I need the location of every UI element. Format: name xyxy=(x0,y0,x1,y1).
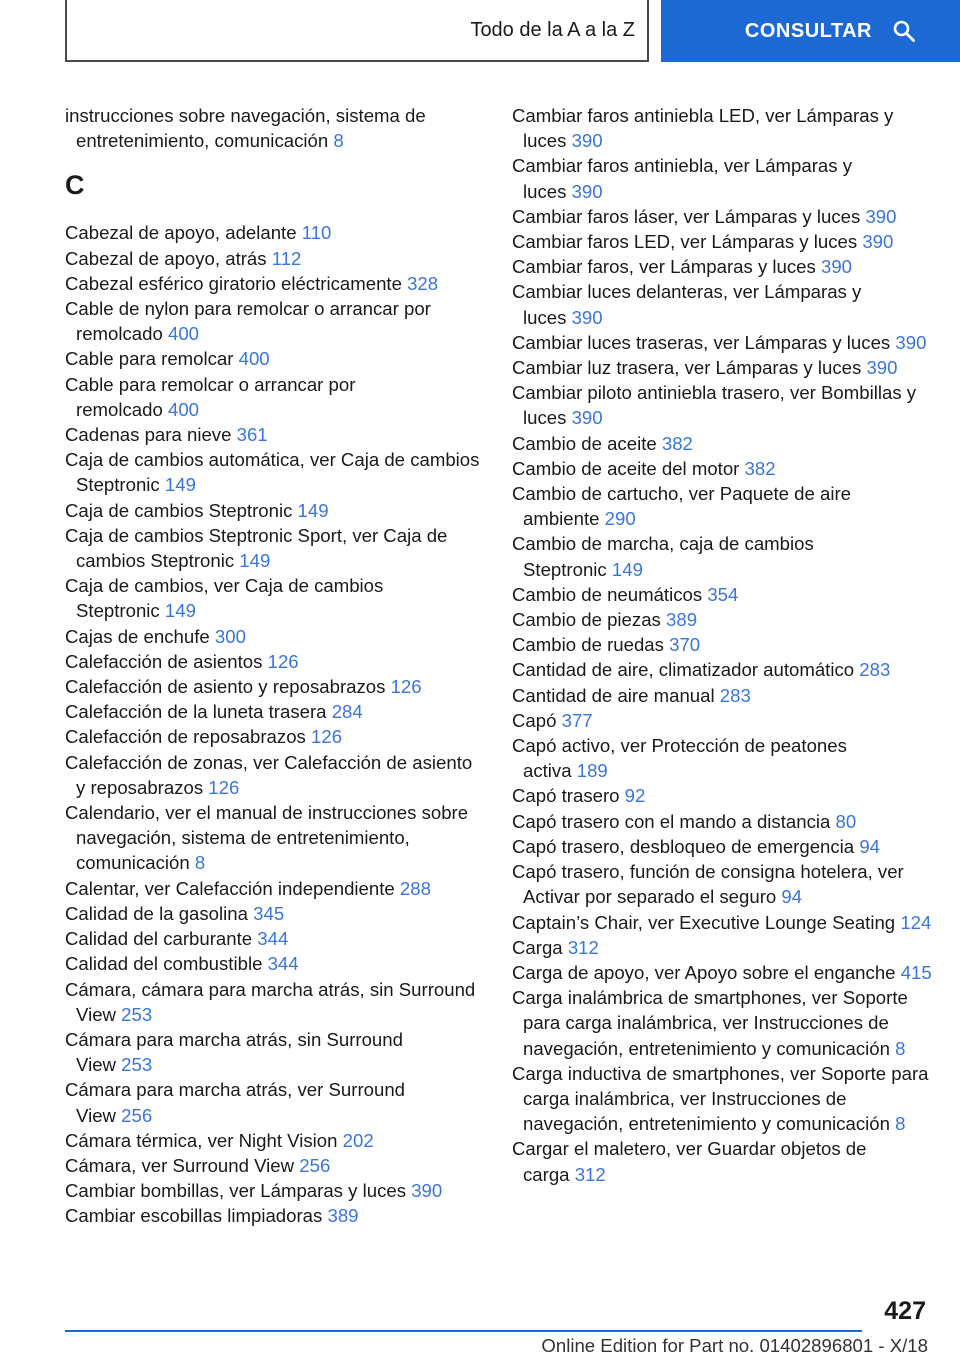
entry-text: Caja de cambios Steptronic xyxy=(65,499,293,521)
index-entry xyxy=(512,834,932,859)
page-link[interactable]: 253 xyxy=(121,1003,153,1025)
page-link[interactable]: 149 xyxy=(164,474,196,496)
page-link[interactable]: 345 xyxy=(253,902,285,924)
page-link[interactable]: 290 xyxy=(604,508,636,530)
index-entry xyxy=(65,1178,480,1203)
entry-text: Captain’s Chair, ver Executive Lounge Seating xyxy=(512,911,896,933)
index-entry xyxy=(512,859,932,909)
index-entry xyxy=(512,330,932,355)
entry-text: Capó activo, ver Protección de peatones activa xyxy=(512,735,847,782)
page-link[interactable]: 354 xyxy=(707,583,739,605)
page-link[interactable]: 149 xyxy=(164,600,196,622)
page-link[interactable]: 344 xyxy=(257,928,289,950)
page-link[interactable]: 390 xyxy=(866,357,898,379)
page-link[interactable]: 110 xyxy=(301,222,332,244)
entry-text: Calentar, ver Calefacción independiente xyxy=(65,877,395,899)
entry-text: Cambiar bombillas, ver Lámparas y luces xyxy=(65,1180,407,1202)
index-entry xyxy=(65,951,480,976)
index-entry xyxy=(65,699,480,724)
entry-text: Cambiar escobillas limpiadoras xyxy=(65,1205,323,1227)
index-entry xyxy=(512,355,932,380)
entry-text: Capó trasero xyxy=(512,785,620,807)
index-entry xyxy=(65,1153,480,1178)
entry-text: Cambio de aceite del motor xyxy=(512,457,740,479)
page-link[interactable]: 382 xyxy=(744,457,776,479)
continued-entries xyxy=(65,103,480,153)
page-link[interactable]: 328 xyxy=(407,272,439,294)
index-entry xyxy=(65,523,480,573)
index-entry xyxy=(65,750,480,800)
index-entry xyxy=(65,372,480,422)
index-entry xyxy=(65,246,480,271)
index-entry xyxy=(512,910,932,935)
page-link[interactable]: 288 xyxy=(399,877,431,899)
index-entry xyxy=(65,1128,480,1153)
page-link[interactable]: 256 xyxy=(299,1154,331,1176)
index-entry xyxy=(512,582,932,607)
page-link[interactable]: 400 xyxy=(238,348,270,370)
page-link[interactable]: 390 xyxy=(571,306,603,328)
entry-text: Calidad del carburante xyxy=(65,928,253,950)
index-entry xyxy=(512,809,932,834)
entry-text: Cámara, ver Surround View xyxy=(65,1154,295,1176)
index-entry xyxy=(512,985,932,1061)
entry-text: Caja de cambios, ver Caja de cambios Steptronic xyxy=(65,575,384,622)
entry-text: Cámara para marcha atrás, ver Surround View xyxy=(65,1079,405,1126)
index-entry xyxy=(512,229,932,254)
entry-text: Calefacción de la luneta trasera xyxy=(65,701,327,723)
entry-text: Cable de nylon para remolcar o arrancar por remolcado xyxy=(65,298,431,345)
page-link[interactable]: 400 xyxy=(168,398,200,420)
page-link[interactable]: 415 xyxy=(900,961,932,983)
entry-text: Capó trasero, desbloqueo de emergencia xyxy=(512,835,855,857)
entry-text: Capó trasero, función de consigna hotelera, ver Activar por separado el seguro xyxy=(512,861,904,908)
entry-text: Cambiar faros láser, ver Lámparas y luces xyxy=(512,205,861,227)
page-link[interactable]: 92 xyxy=(624,785,646,807)
index-entry xyxy=(65,296,480,346)
page-link[interactable]: 390 xyxy=(820,256,853,278)
page-link[interactable]: 8 xyxy=(194,852,206,874)
edition-footer: Online Edition for Part no. 01402896801 - X/18 xyxy=(541,1335,928,1356)
entry-text: Carga inductiva de smartphones, ver Soporte para carga inalámbrica, ver Instrucciones de navegación, entretenimiento y comunicación xyxy=(512,1062,929,1135)
index-entry xyxy=(512,153,932,203)
page-link[interactable]: 312 xyxy=(567,936,599,958)
page-link[interactable]: 94 xyxy=(859,835,881,857)
index-entry xyxy=(65,220,480,245)
index-entry xyxy=(512,657,932,682)
page-link[interactable]: 389 xyxy=(666,609,698,631)
entry-text: Cambiar luces delanteras, ver Lámparas y luces xyxy=(512,281,862,328)
entry-text: Cantidad de aire manual xyxy=(512,684,715,706)
index-entry xyxy=(65,346,480,371)
page-link[interactable]: 390 xyxy=(571,180,603,202)
page-link[interactable]: 390 xyxy=(571,130,603,152)
index-entry xyxy=(512,481,932,531)
page-link[interactable]: 390 xyxy=(862,231,894,253)
page-link[interactable]: 126 xyxy=(208,776,240,798)
index-entry xyxy=(512,607,932,632)
page-link[interactable]: 126 xyxy=(390,676,422,698)
page-link[interactable]: 344 xyxy=(267,953,299,975)
consult-label: CONSULTAR xyxy=(744,19,872,42)
index-entry xyxy=(512,935,932,960)
index-entry xyxy=(65,800,480,876)
entry-text: Cambio de neumáticos xyxy=(512,583,703,605)
page-link[interactable]: 8 xyxy=(895,1037,906,1059)
entry-text: Cable para remolcar xyxy=(65,348,234,370)
entry-text: instrucciones sobre navegación, sistema de entretenimiento, comunicación xyxy=(65,105,426,152)
entry-text: Cambiar faros LED, ver Lámparas y luces xyxy=(512,231,858,253)
index-entry xyxy=(65,271,480,296)
entry-text: Cambiar faros antiniebla, ver Lámparas y luces xyxy=(512,155,853,202)
page-link[interactable]: 312 xyxy=(574,1163,606,1185)
page-link[interactable]: 382 xyxy=(661,432,693,454)
entry-text: Cadenas para nieve xyxy=(65,424,232,446)
entry-text: Cámara para marcha atrás, sin Surround View xyxy=(65,1028,403,1076)
index-entry xyxy=(65,649,480,674)
section-letter: C xyxy=(65,170,85,201)
index-entry xyxy=(512,1136,932,1186)
entry-text: Calidad del combustible xyxy=(65,953,263,975)
index-entry xyxy=(512,456,932,481)
entry-text: Cámara térmica, ver Night Vision xyxy=(65,1129,338,1151)
index-entry xyxy=(65,447,480,497)
page-link[interactable]: 370 xyxy=(669,634,701,656)
index-entry xyxy=(65,573,480,623)
entry-text: Cambio de ruedas xyxy=(512,634,664,656)
page-link[interactable]: 256 xyxy=(121,1104,153,1126)
consult-button[interactable] xyxy=(661,0,960,62)
entry-text: Cambiar faros, ver Lámparas y luces xyxy=(512,256,816,278)
index-entry xyxy=(65,422,480,447)
index-entry xyxy=(65,103,480,153)
entry-text: Cable para remolcar o arrancar por remolcado xyxy=(65,373,356,420)
entry-text: Cambio de marcha, caja de cambios Steptronic xyxy=(512,533,814,580)
entry-text: Calendario, ver el manual de instrucciones sobre navegación, sistema de entretenimiento, comunicación xyxy=(65,802,469,874)
index-entry xyxy=(65,1077,480,1127)
entry-text: Cambio de piezas xyxy=(512,609,661,631)
entry-list-left xyxy=(65,220,480,1228)
entry-text: Carga de apoyo, ver Apoyo sobre el enganche xyxy=(512,961,896,983)
tab-az-label: Todo de la A a la Z xyxy=(470,18,635,41)
entry-text: Carga xyxy=(512,936,563,958)
index-entry xyxy=(512,380,932,430)
page-link[interactable]: 112 xyxy=(271,247,302,269)
index-entry xyxy=(65,926,480,951)
entry-list-right xyxy=(512,103,932,1187)
page-link[interactable]: 300 xyxy=(214,625,246,647)
page-link[interactable]: 390 xyxy=(411,1180,443,1202)
index-entry xyxy=(65,498,480,523)
entry-text: Cambiar faros antiniebla LED, ver Lámparas y luces xyxy=(512,105,894,152)
page-link[interactable]: 389 xyxy=(327,1205,359,1227)
index-entry xyxy=(65,1203,480,1228)
entry-text: Cambiar piloto antiniebla trasero, ver Bombillas y luces xyxy=(512,382,917,429)
index-entry xyxy=(65,876,480,901)
entry-text: Cabezal esférico giratorio eléctricamente xyxy=(65,272,402,294)
page-link[interactable]: 390 xyxy=(895,331,927,353)
entry-text: Cantidad de aire, climatizador automático xyxy=(512,659,855,681)
index-entry xyxy=(65,901,480,926)
index-entry xyxy=(512,254,932,279)
entry-text: Cambiar luz trasera, ver Lámparas y luces xyxy=(512,357,862,379)
index-entry xyxy=(512,632,932,657)
entry-text: Caja de cambios Steptronic Sport, ver Caja de cambios Steptronic xyxy=(65,524,448,572)
entry-text: Cambio de cartucho, ver Paquete de aire ambiente xyxy=(512,483,852,530)
tab-az-index[interactable] xyxy=(65,0,649,62)
page-link[interactable]: 149 xyxy=(239,550,271,572)
page-link[interactable]: 202 xyxy=(342,1129,374,1151)
page-link[interactable]: 377 xyxy=(561,709,593,731)
page-link[interactable]: 283 xyxy=(859,659,891,681)
index-entry xyxy=(65,674,480,699)
entry-text: Cajas de enchufe xyxy=(65,625,210,647)
page-link[interactable]: 94 xyxy=(781,886,803,908)
index-entry xyxy=(512,683,932,708)
page-link[interactable]: 126 xyxy=(311,726,343,748)
index-entry xyxy=(512,960,932,985)
page-link[interactable]: 284 xyxy=(331,701,363,723)
entry-text: Calefacción de asiento y reposabrazos xyxy=(65,676,386,698)
entry-text: Cambio de aceite xyxy=(512,432,657,454)
entry-text: Calefacción de zonas, ver Calefacción de asiento y reposabrazos xyxy=(65,751,473,798)
page-link[interactable]: 149 xyxy=(297,499,329,521)
index-entry xyxy=(512,733,932,783)
index-column-left xyxy=(65,103,480,1229)
page-number: 427 xyxy=(884,1297,926,1325)
entry-text: Cabezal de apoyo, atrás xyxy=(65,247,267,269)
page-link[interactable]: 8 xyxy=(895,1113,906,1135)
page-link[interactable]: 361 xyxy=(236,424,268,446)
index-entry xyxy=(512,103,932,153)
entry-text: Capó trasero con el mando a distancia xyxy=(512,810,831,832)
index-entry xyxy=(65,977,480,1027)
page-link[interactable]: 80 xyxy=(835,810,857,832)
page-link[interactable]: 8 xyxy=(333,130,344,152)
search-icon xyxy=(892,19,916,43)
index-entry xyxy=(512,531,932,581)
index-entry xyxy=(65,624,480,649)
page-link[interactable]: 283 xyxy=(719,684,751,706)
page-link[interactable]: 189 xyxy=(576,760,608,782)
entry-text: Caja de cambios automática, ver Caja de cambios Steptronic xyxy=(65,449,480,496)
index-entry xyxy=(512,708,932,733)
page-link[interactable]: 149 xyxy=(611,558,643,580)
index-entry xyxy=(512,279,932,329)
index-entry xyxy=(512,1061,932,1137)
page-link[interactable]: 126 xyxy=(267,650,299,672)
entry-text: Cabezal de apoyo, adelante xyxy=(65,222,297,244)
entry-text: Calefacción de reposabrazos xyxy=(65,726,306,748)
index-column-right xyxy=(512,103,932,1187)
page-link[interactable]: 390 xyxy=(571,407,603,429)
index-entry xyxy=(512,431,932,456)
index-entry xyxy=(65,1027,480,1077)
page-link[interactable]: 253 xyxy=(121,1054,153,1076)
entry-text: Cámara, cámara para marcha atrás, sin Surround View xyxy=(65,978,476,1025)
entry-text: Calidad de la gasolina xyxy=(65,902,248,924)
entry-text: Cambiar luces traseras, ver Lámparas y luces xyxy=(512,331,891,353)
footer-divider xyxy=(65,1330,862,1332)
index-entry xyxy=(512,783,932,808)
index-entry xyxy=(65,724,480,749)
index-entry xyxy=(512,204,932,229)
entry-text: Cargar el maletero, ver Guardar objetos de carga xyxy=(512,1138,867,1185)
page-link[interactable]: 124 xyxy=(900,911,932,933)
page-link[interactable]: 400 xyxy=(168,323,200,345)
page-link[interactable]: 390 xyxy=(865,205,897,227)
entry-text: Calefacción de asientos xyxy=(65,650,263,672)
entry-text: Capó xyxy=(512,709,557,731)
entry-text: Carga inalámbrica de smartphones, ver Soporte para carga inalámbrica, ver Instrucciones de navegación, entretenimiento y comunicación xyxy=(512,987,908,1059)
